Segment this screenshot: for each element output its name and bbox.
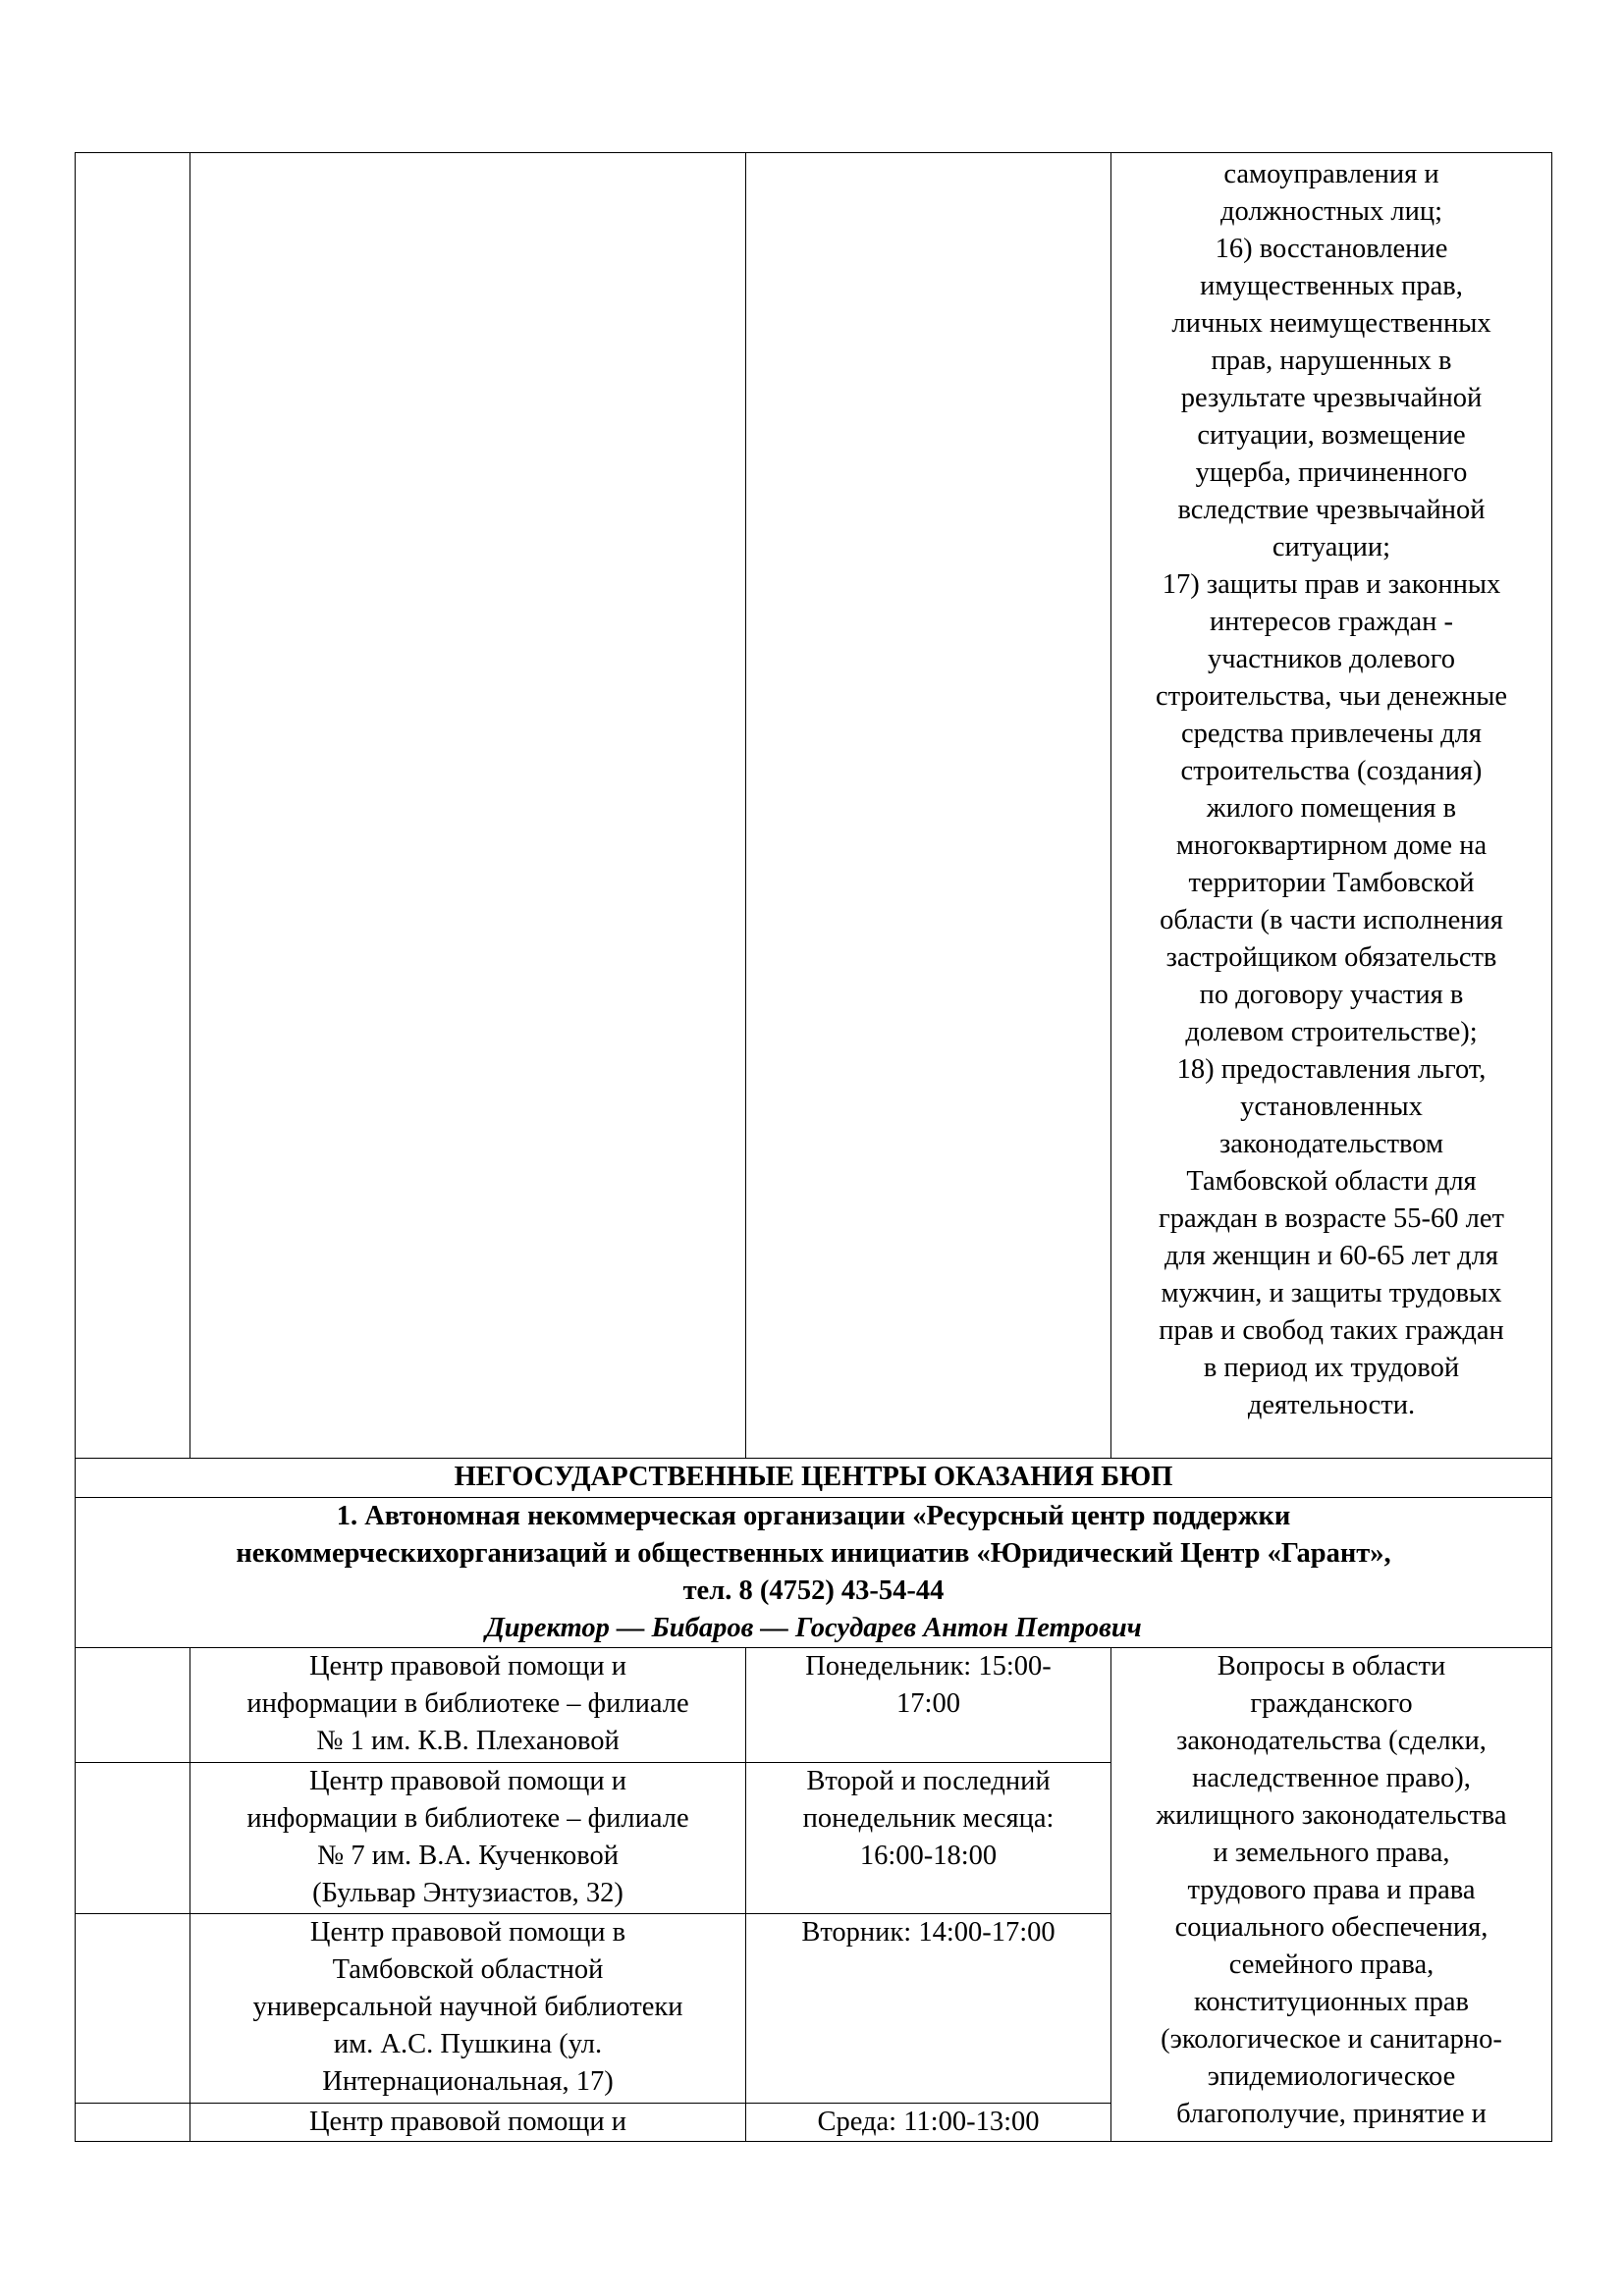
services-line: должностных лиц; — [1219, 196, 1443, 227]
center-name-line: информации в библиотеке – филиале — [246, 1688, 689, 1719]
services-line: ущерба, причиненного — [1195, 457, 1468, 488]
center-name-line: № 7 им. В.А. Кученковой — [317, 1841, 619, 1871]
services-line: мужчин, и защиты трудовых — [1161, 1278, 1502, 1308]
organization-header — [76, 1498, 1552, 1648]
services-line: семейного права, — [1228, 1949, 1435, 1980]
services-line: жилищного законодательства — [1156, 1800, 1507, 1831]
schedule-cell — [746, 1648, 1111, 1763]
services-cell — [1111, 1648, 1552, 2142]
services-line: интересов граждан - — [1210, 607, 1453, 637]
schedule-cell — [746, 1914, 1111, 2104]
center-name-line: Тамбовской областной — [332, 1954, 604, 1985]
services-line: долевом строительстве); — [1185, 1017, 1478, 1047]
schedule-cell — [746, 153, 1111, 1459]
schedule-line: Среда: 11:00-13:00 — [817, 2107, 1040, 2137]
services-line: застройщиком обязательств — [1165, 942, 1497, 973]
schedule-line: Понедельник: 15:00- — [805, 1651, 1052, 1682]
center-name-cell — [190, 153, 746, 1459]
center-name-line: информации в библиотеке – филиале — [246, 1803, 689, 1834]
organization-director: Директор — Бибаров — Государев Антон Петрович — [485, 1613, 1142, 1643]
services-line: ситуации, возмещение — [1197, 420, 1466, 451]
center-name-cell — [190, 1914, 746, 2104]
center-name-line: Центр правовой помощи и — [308, 2107, 627, 2137]
services-line: личных неимущественных — [1171, 308, 1491, 339]
services-line: ситуации; — [1272, 532, 1391, 562]
schedule-line: Вторник: 14:00-17:00 — [801, 1917, 1056, 1948]
services-line: конституционных прав — [1194, 1987, 1469, 2017]
services-line: участников долевого — [1207, 644, 1456, 674]
services-line: трудового права и права — [1187, 1875, 1476, 1905]
organization-row — [76, 1498, 1552, 1648]
schedule-cell — [746, 2104, 1111, 2142]
services-line: законодательства (сделки, — [1176, 1726, 1487, 1756]
services-line: прав и свобод таких граждан — [1159, 1315, 1504, 1346]
center-name-line: им. А.С. Пушкина (ул. — [333, 2029, 603, 2059]
services-line: гражданского — [1250, 1688, 1413, 1719]
number-cell — [76, 2104, 190, 2142]
services-line: области (в части исполнения — [1160, 905, 1503, 935]
section-heading-row — [76, 1459, 1552, 1498]
table-row-continued — [76, 153, 1552, 1459]
services-line: вследствие чрезвычайной — [1177, 495, 1486, 525]
services-line: по договору участия в — [1199, 980, 1464, 1010]
services-line: деятельности. — [1247, 1390, 1416, 1420]
services-line: установленных — [1240, 1092, 1423, 1122]
schedule-line: 17:00 — [896, 1688, 960, 1719]
services-line: результате чрезвычайной — [1180, 383, 1483, 413]
organization-name-line-1: 1. Автономная некоммерческая организации «Ресурсный центр поддержки — [336, 1501, 1291, 1531]
center-name-line: Интернациональная, 17) — [322, 2066, 614, 2097]
services-line: (экологическое и санитарно- — [1161, 2024, 1502, 2055]
center-name-line: Центр правовой помощи в — [309, 1917, 626, 1948]
schedule-line: понедельник месяца: — [802, 1803, 1055, 1834]
center-name-line: Центр правовой помощи и — [308, 1651, 627, 1682]
schedule-line: Второй и последний — [806, 1766, 1051, 1796]
center-name-line: Центр правовой помощи и — [308, 1766, 627, 1796]
services-line: в период их трудовой — [1203, 1353, 1460, 1383]
services-line: самоуправления и — [1223, 159, 1439, 189]
organization-phone: тел. 8 (4752) 43-54-44 — [682, 1575, 945, 1606]
center-name-cell — [190, 1763, 746, 1914]
number-cell — [76, 153, 190, 1459]
center-name-line: (Бульвар Энтузиастов, 32) — [312, 1878, 623, 1908]
services-line: социального обеспечения, — [1174, 1912, 1489, 1943]
table-row — [76, 1648, 1552, 1763]
services-line: прав, нарушенных в — [1211, 346, 1452, 376]
number-cell — [76, 1648, 190, 1763]
services-line: Вопросы в области — [1217, 1651, 1446, 1682]
services-line: многоквартирном доме на — [1175, 830, 1488, 861]
services-line: территории Тамбовской — [1188, 868, 1475, 898]
services-line: строительства (создания) — [1180, 756, 1483, 786]
services-line: благополучие, принятие и — [1176, 2099, 1487, 2129]
services-line: 16) восстановление — [1215, 234, 1448, 264]
center-name-line: универсальной научной библиотеки — [252, 1992, 683, 2022]
number-cell — [76, 1763, 190, 1914]
center-name-line: № 1 им. К.В. Плехановой — [316, 1726, 620, 1756]
services-line: 17) защиты прав и законных — [1162, 569, 1501, 600]
section-heading: НЕГОСУДАРСТВЕННЫЕ ЦЕНТРЫ ОКАЗАНИЯ БЮП — [76, 1459, 1552, 1498]
number-cell — [76, 1914, 190, 2104]
services-line: для женщин и 60-65 лет для — [1164, 1241, 1499, 1271]
services-line: имущественных прав, — [1200, 271, 1463, 301]
schedule-line: 16:00-18:00 — [859, 1841, 998, 1871]
services-line: граждан в возрасте 55-60 лет — [1159, 1203, 1504, 1234]
legal-aid-table — [75, 152, 1552, 2142]
services-line: Тамбовской области для — [1186, 1166, 1477, 1197]
schedule-cell — [746, 1763, 1111, 1914]
services-line: законодательством — [1218, 1129, 1444, 1159]
services-cell — [1111, 153, 1552, 1459]
services-line: эпидемиологическое — [1207, 2061, 1456, 2092]
center-name-cell — [190, 1648, 746, 1763]
center-name-cell — [190, 2104, 746, 2142]
services-line: средства привлечены для — [1181, 719, 1482, 749]
services-line: жилого помещения в — [1206, 793, 1457, 824]
services-line: 18) предоставления льгот, — [1176, 1054, 1487, 1085]
services-line: строительства, чьи денежные — [1155, 681, 1508, 712]
services-line: наследственное право), — [1192, 1763, 1471, 1793]
organization-name-line-2: некоммерческихорганизаций и общественных инициатив «Юридический Центр «Гарант», — [236, 1538, 1391, 1569]
services-line: и земельного права, — [1213, 1838, 1450, 1868]
